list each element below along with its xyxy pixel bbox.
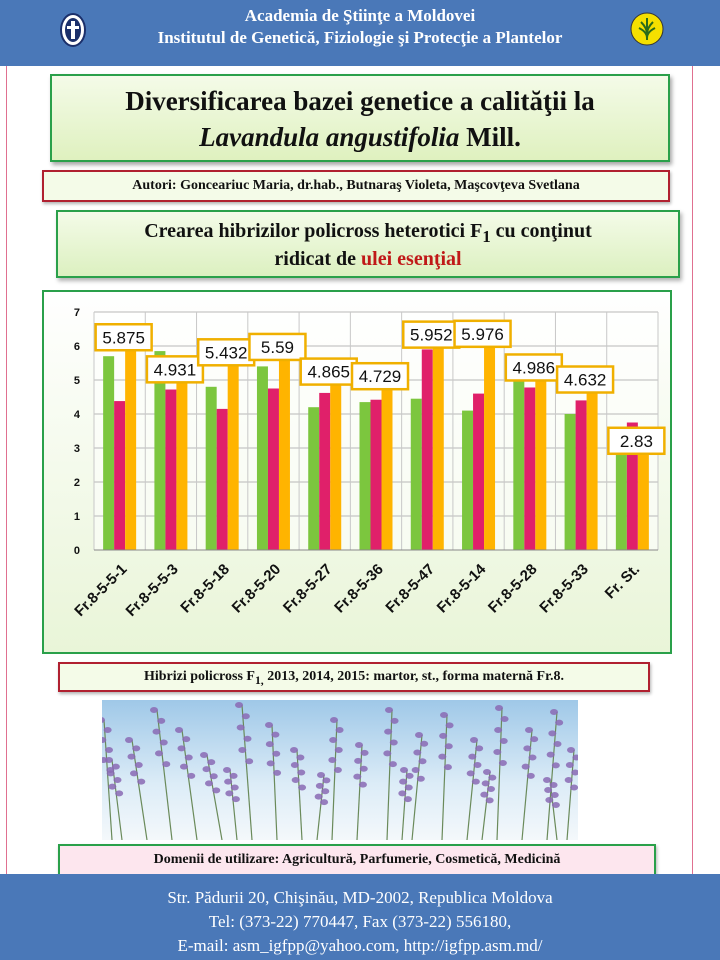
bar (524, 387, 535, 550)
bar (587, 393, 598, 550)
bar (114, 401, 125, 550)
footer-address: Str. Pădurii 20, Chişinău, MD-2002, Republica Moldova (167, 888, 553, 907)
title-line-2 (52, 122, 668, 153)
data-label: 4.865 (307, 362, 351, 382)
bar (228, 365, 239, 550)
margin-guide (692, 66, 693, 874)
data-label: 5.432 (204, 343, 248, 363)
y-tick-label: 4 (73, 409, 80, 421)
bar (433, 348, 444, 550)
bar (257, 366, 268, 550)
caption-text: Hibrizi policross F (143, 669, 255, 684)
footer-phone: Tel: (373-22) 770447, Fax (373-22) 556180, (208, 912, 512, 931)
y-tick-label: 3 (73, 443, 80, 455)
bar (165, 390, 176, 550)
subtitle-highlight: ulei esenţial (361, 248, 462, 270)
institute-name: Institutul de Genetică, Fiziologie şi Protecţie a Plantelor (157, 28, 563, 47)
species-name: Lavandula angustifolia (199, 122, 460, 152)
subtitle-subscript: 1 (482, 227, 491, 246)
x-tick-label: Fr.8-5-14 (433, 560, 490, 617)
data-label: 4.632 (563, 370, 607, 390)
bar (319, 393, 330, 550)
institute-logo-icon (630, 12, 664, 46)
bar (103, 356, 114, 550)
x-tick-label: Fr.8-5-36 (331, 560, 387, 617)
footer-bar (0, 874, 720, 960)
data-label: 5.59 (260, 337, 295, 357)
usage-domains: Domenii de utilizare: Agricultură, Parfumerie, Cosmetică, Medicină (58, 844, 656, 876)
data-label: 2.83 (619, 431, 653, 451)
authors-box: Autori: Gonceariuc Maria, dr.hab., Butnaraş Violeta, Maşcovţeva Svetlana (42, 170, 670, 202)
data-label: 5.952 (409, 325, 453, 345)
section-subtitle (56, 210, 680, 278)
subtitle-text: Crearea hibrizilor policross heterotici F (144, 220, 483, 242)
bar (176, 382, 187, 550)
caption-text-end: 2013, 2014, 2015: martor, st., forma maternă Fr.8. (263, 669, 564, 684)
x-tick-label: Fr.8-5-5-3 (122, 560, 182, 620)
bar-chart (44, 292, 670, 652)
y-tick-label: 7 (73, 307, 80, 319)
bar (360, 402, 371, 550)
author-abbrev: Mill. (466, 122, 521, 152)
bar (616, 445, 627, 550)
poster-title (50, 74, 670, 162)
bar (473, 394, 484, 550)
data-label: 4.931 (153, 360, 197, 380)
x-tick-label: Fr.8-5-47 (382, 560, 439, 617)
header-bar (0, 0, 720, 66)
caption-subscript: 1, (254, 673, 264, 687)
title-line-1: Diversificarea bazei genetice a calităţii la (125, 86, 595, 116)
x-tick-label: Fr.8-5-27 (279, 560, 336, 617)
data-label: 5.875 (102, 328, 145, 348)
bar (513, 380, 524, 550)
bar (638, 454, 649, 550)
chart-panel (42, 290, 672, 654)
margin-guide (6, 66, 7, 874)
data-label: 4.986 (512, 358, 556, 378)
bar (125, 350, 136, 550)
x-tick-label: Fr.8-5-20 (228, 560, 285, 617)
bar (462, 411, 473, 550)
bar (330, 385, 341, 550)
data-label: 4.729 (358, 367, 402, 387)
bar (565, 414, 576, 550)
subtitle-line-1 (58, 220, 678, 247)
data-label: 5.976 (461, 324, 504, 344)
y-tick-label: 1 (73, 511, 80, 523)
x-tick-label: Fr.8-5-18 (177, 560, 234, 617)
bar (217, 409, 228, 550)
bar (268, 389, 279, 551)
subtitle-line-2 (58, 248, 678, 271)
subtitle-text-2: ridicat de (274, 248, 362, 270)
y-tick-label: 5 (73, 375, 80, 387)
bar (576, 400, 587, 550)
chart-caption (58, 662, 650, 692)
bar (206, 387, 217, 550)
bar (484, 347, 495, 550)
subtitle-text-end: cu conţinut (490, 220, 592, 242)
y-tick-label: 2 (73, 477, 80, 489)
x-tick-label: Fr.8-5-28 (484, 560, 541, 617)
y-tick-label: 0 (73, 545, 80, 557)
x-tick-label: Fr.8-5-5-1 (71, 560, 131, 620)
bar (422, 349, 433, 550)
x-tick-label: Fr.8-5-33 (536, 560, 592, 617)
bar (411, 399, 422, 550)
y-tick-label: 6 (73, 341, 80, 353)
footer-contact: E-mail: asm_igfpp@yahoo.com, http://igfpp.asm.md/ (177, 936, 543, 955)
bar (535, 380, 546, 550)
x-tick-label: Fr. St. (601, 560, 644, 603)
bar (279, 360, 290, 550)
academy-name: Academia de Ştiinţe a Moldovei (244, 6, 476, 25)
lavender-photo (102, 700, 578, 840)
bar (308, 407, 319, 550)
bar (371, 400, 382, 550)
bar (382, 389, 393, 550)
